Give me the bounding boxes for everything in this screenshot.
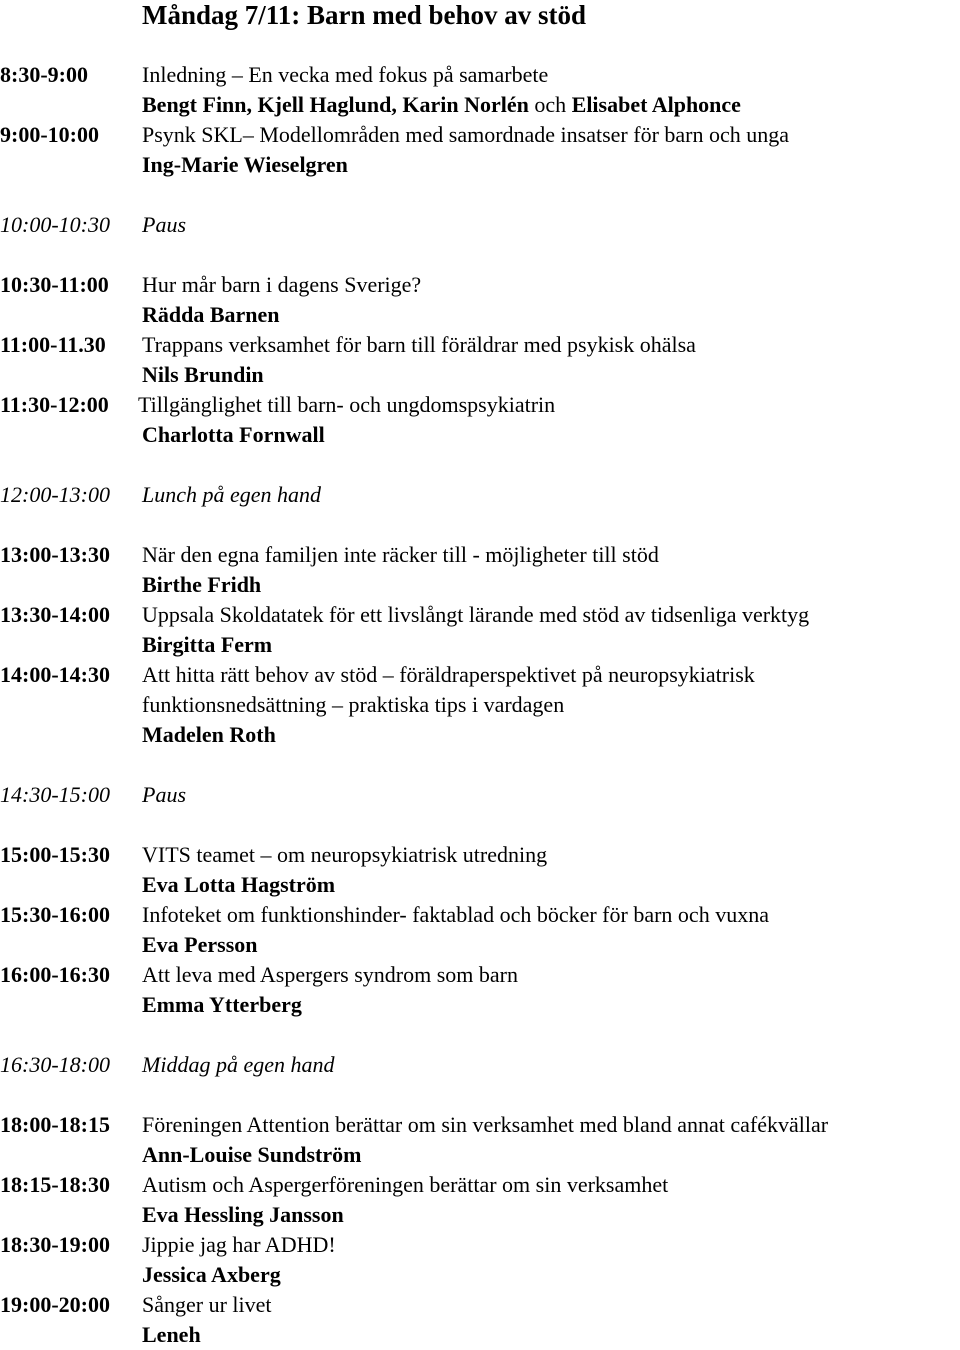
session-title: Hur mår barn i dagens Sverige? — [142, 272, 422, 297]
page-title: Måndag 7/11: Barn med behov av stöd — [142, 0, 587, 30]
session-title: Inledning – En vecka med fokus på samarbete — [142, 62, 549, 87]
time-slot: 10:00-10:30 — [0, 212, 110, 237]
speaker-name: Leneh — [142, 1322, 201, 1347]
time-slot: 18:00-18:15 — [0, 1112, 110, 1137]
session-title: Att leva med Aspergers syndrom som barn — [142, 962, 518, 987]
speaker-name: Eva Hessling Jansson — [142, 1202, 344, 1227]
time-slot: 18:15-18:30 — [0, 1172, 110, 1197]
time-slot: 14:30-15:00 — [0, 782, 110, 807]
speaker-name: Jessica Axberg — [142, 1262, 281, 1287]
session-title: Föreningen Attention berättar om sin verksamhet med bland annat cafékvällar — [142, 1112, 829, 1137]
time-slot: 9:00-10:00 — [0, 122, 99, 147]
speaker-name: Rädda Barnen — [142, 302, 280, 327]
session-title: Jippie jag har ADHD! — [142, 1232, 336, 1257]
time-slot: 11:30-12:00 — [0, 392, 109, 417]
break-label: Middag på egen hand — [142, 1052, 335, 1077]
time-slot: 14:00-14:30 — [0, 662, 110, 687]
speaker-name: Nils Brundin — [142, 362, 264, 387]
session-title: Autism och Aspergerföreningen berättar om sin verksamhet — [142, 1172, 669, 1197]
session-title: Sånger ur livet — [142, 1292, 272, 1317]
time-slot: 19:00-20:00 — [0, 1292, 110, 1317]
session-title: Tillgänglighet till barn- och ungdomspsykiatrin — [138, 392, 556, 417]
speaker-group-b: Elisabet Alphonce — [571, 92, 741, 117]
session-title: När den egna familjen inte räcker till - möjligheter till stöd — [142, 542, 659, 567]
speaker-name: Madelen Roth — [142, 722, 276, 747]
time-slot: 16:30-18:00 — [0, 1052, 110, 1077]
time-slot: 16:00-16:30 — [0, 962, 110, 987]
speaker-name: Eva Lotta Hagström — [142, 872, 336, 897]
time-slot: 12:00-13:00 — [0, 482, 110, 507]
session-title: Uppsala Skoldatatek för ett livslångt lärande med stöd av tidsenliga verktyg — [142, 602, 810, 627]
session-title: Psynk SKL– Modellområden med samordnade insatser för barn och unga — [142, 122, 790, 147]
speaker-name: Birgitta Ferm — [142, 632, 273, 657]
speaker-name: Ann-Louise Sundström — [142, 1142, 362, 1167]
speaker-name: Ing-Marie Wieselgren — [142, 152, 348, 177]
session-title: Trappans verksamhet för barn till föräldrar med psykisk ohälsa — [142, 332, 696, 357]
speaker-name: Charlotta Fornwall — [142, 422, 325, 447]
speaker-conjunction: och — [528, 92, 572, 117]
speaker-name: Eva Persson — [142, 932, 258, 957]
time-slot: 10:30-11:00 — [0, 272, 109, 297]
break-label: Paus — [142, 782, 186, 807]
session-title: funktionsnedsättning – praktiska tips i vardagen — [142, 692, 565, 717]
speaker-name: Emma Ytterberg — [142, 992, 302, 1017]
session-title: Att hitta rätt behov av stöd – föräldraperspektivet på neuropsykiatrisk — [142, 662, 755, 687]
speaker-names — [142, 90, 741, 120]
session-title: VITS teamet – om neuropsykiatrisk utredning — [142, 842, 548, 867]
session-title: Infoteket om funktionshinder- faktablad och böcker för barn och vuxna — [142, 902, 769, 927]
speaker-name: Birthe Fridh — [142, 572, 262, 597]
time-slot: 18:30-19:00 — [0, 1232, 110, 1257]
speaker-group-a: Bengt Finn, Kjell Haglund, Karin Norlén — [142, 92, 529, 117]
time-slot: 13:30-14:00 — [0, 602, 110, 627]
time-slot: 11:00-11.30 — [0, 332, 106, 357]
break-label: Lunch på egen hand — [142, 482, 322, 507]
time-slot: 15:30-16:00 — [0, 902, 110, 927]
time-slot: 8:30-9:00 — [0, 62, 88, 87]
time-slot: 15:00-15:30 — [0, 842, 110, 867]
break-label: Paus — [142, 212, 186, 237]
time-slot: 13:00-13:30 — [0, 542, 110, 567]
